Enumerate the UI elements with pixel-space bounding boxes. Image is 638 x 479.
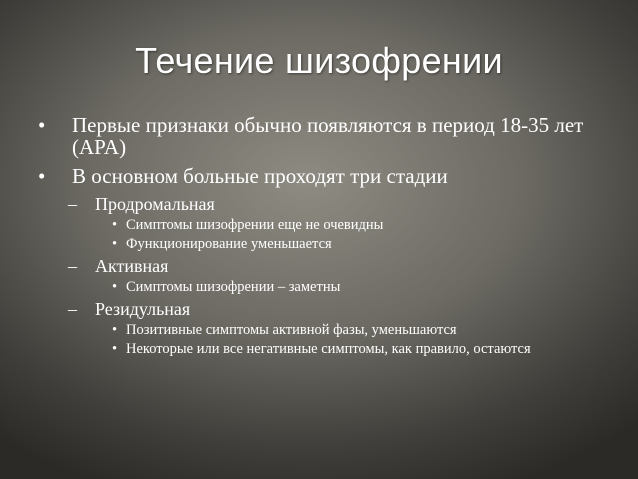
bullet-icon: • <box>112 322 118 338</box>
bullet-icon: • <box>112 279 118 295</box>
stage-detail-text: Функционирование уменьшается <box>126 236 332 252</box>
bullet-icon: • <box>38 164 46 188</box>
stage-name: Продромальная <box>95 194 215 214</box>
stage-name: Активная <box>95 256 169 276</box>
stage-name: Резидульная <box>95 299 191 319</box>
dash-icon: – <box>68 194 77 214</box>
dash-icon: – <box>68 256 77 276</box>
stage-item <box>38 194 618 215</box>
bullet-icon: • <box>112 236 118 252</box>
bullet-icon: • <box>112 217 118 233</box>
stage-detail <box>38 236 618 253</box>
slide-content <box>38 114 618 360</box>
bullet-icon: • <box>38 113 46 137</box>
stage-item <box>38 256 618 277</box>
slide-title: Течение шизофрении <box>135 40 503 81</box>
stage-item <box>38 299 618 320</box>
stage-detail-text: Симптомы шизофрении еще не очевидны <box>126 217 384 233</box>
stage-detail-text: Позитивные симптомы активной фазы, уменьшаются <box>126 322 457 338</box>
stage-detail-text: Симптомы шизофрении – заметны <box>126 279 341 295</box>
bullet-text: Первые признаки обычно появляются в период 18-35 лет (APA) <box>72 113 584 159</box>
stage-detail <box>38 279 618 296</box>
stage-detail <box>38 217 618 234</box>
bullet-icon: • <box>112 341 118 357</box>
dash-icon: – <box>68 299 77 319</box>
stage-detail <box>38 322 618 339</box>
stage-detail <box>38 341 618 358</box>
bullet-item <box>38 114 618 158</box>
bullet-item <box>38 165 618 187</box>
bullet-text: В основном больные проходят три стадии <box>72 164 448 188</box>
stage-detail-text: Некоторые или все негативные симптомы, как правило, остаются <box>126 341 531 357</box>
